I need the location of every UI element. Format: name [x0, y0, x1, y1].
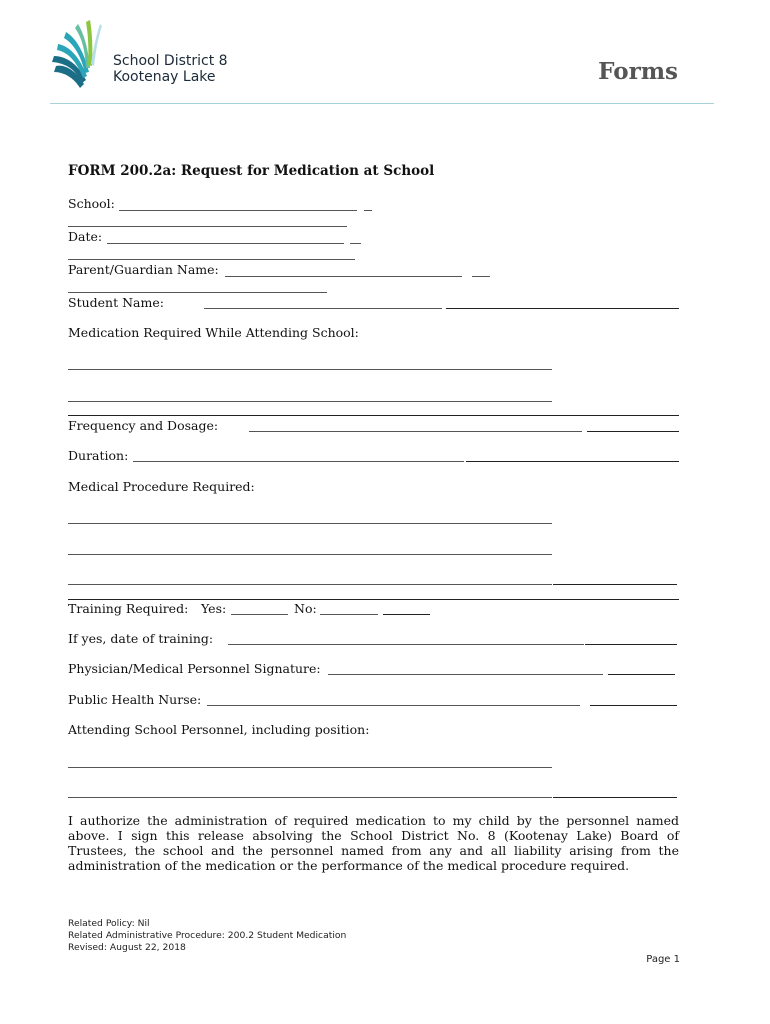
school-field-continuation[interactable]: [68, 226, 347, 227]
physician-label: Physician/Medical Personnel Signature:: [68, 661, 321, 676]
training-no-field[interactable]: [320, 614, 378, 615]
procedure-label: Medical Procedure Required:: [68, 479, 255, 494]
school-label: School:: [68, 196, 115, 211]
frequency-field-tail[interactable]: [587, 431, 679, 432]
physician-signature-tail[interactable]: [608, 674, 675, 675]
procedure-line-3[interactable]: [68, 584, 552, 585]
physician-signature-field[interactable]: [328, 674, 603, 675]
frequency-field[interactable]: [249, 431, 582, 432]
medication-line-2[interactable]: [68, 401, 552, 402]
nurse-label: Public Health Nurse:: [68, 692, 202, 707]
school-field-tail[interactable]: [364, 210, 372, 211]
training-no-field-tail[interactable]: [383, 614, 430, 615]
training-date-label: If yes, date of training:: [68, 631, 214, 646]
revised-date: Revised: August 22, 2018: [68, 942, 186, 953]
procedure-line-3-tail[interactable]: [553, 584, 677, 585]
brand-line-2: Kootenay Lake: [113, 69, 216, 85]
personnel-line-1[interactable]: [68, 767, 552, 768]
related-procedure: Related Administrative Procedure: 200.2 Student Medication: [68, 930, 347, 941]
training-yes-field[interactable]: [231, 614, 288, 615]
school-field[interactable]: [119, 210, 357, 211]
medication-line-3[interactable]: [68, 415, 679, 416]
medication-line-1[interactable]: [68, 369, 552, 370]
section-title: Forms: [598, 58, 678, 85]
brand-line-1: School District 8: [113, 53, 228, 69]
training-date-field[interactable]: [228, 644, 584, 645]
procedure-line-1[interactable]: [68, 523, 552, 524]
parent-field-continuation[interactable]: [68, 292, 327, 293]
date-field-continuation[interactable]: [68, 259, 355, 260]
procedure-line-4[interactable]: [68, 599, 679, 600]
personnel-line-2[interactable]: [68, 797, 552, 798]
form-title: FORM 200.2a: Request for Medication at School: [68, 163, 435, 179]
training-no-label: No:: [294, 601, 317, 616]
header-divider: [50, 103, 714, 104]
parent-label: Parent/Guardian Name:: [68, 262, 219, 277]
parent-field-tail[interactable]: [472, 276, 490, 277]
training-yes-label: Yes:: [201, 601, 227, 616]
frequency-label: Frequency and Dosage:: [68, 418, 219, 433]
student-field-tail[interactable]: [446, 308, 679, 309]
personnel-line-2-tail[interactable]: [553, 797, 677, 798]
training-label: Training Required:: [68, 601, 189, 616]
page-number: Page 1: [646, 954, 680, 965]
duration-field-tail[interactable]: [466, 461, 679, 462]
authorization-statement: I authorize the administration of required medication to my child by the personnel named above. I sign this release absolving the School District No. 8 (Kootenay Lake) Board of Trustees, the school and the personnel named from any and all liability arising from the administration of the medication or the performance of the medical procedure required.: [68, 813, 679, 873]
date-label: Date:: [68, 229, 103, 244]
personnel-label: Attending School Personnel, including position:: [68, 722, 370, 737]
procedure-line-2[interactable]: [68, 554, 552, 555]
related-policy: Related Policy: Nil: [68, 918, 150, 929]
medication-label: Medication Required While Attending School:: [68, 325, 359, 340]
school-district-logo: [50, 20, 110, 92]
date-field[interactable]: [107, 243, 344, 244]
duration-label: Duration:: [68, 448, 129, 463]
parent-field[interactable]: [225, 276, 462, 277]
student-field[interactable]: [204, 308, 442, 309]
student-label: Student Name:: [68, 295, 164, 310]
training-date-field-tail[interactable]: [585, 644, 677, 645]
footer: [68, 918, 346, 954]
nurse-field[interactable]: [207, 705, 580, 706]
duration-field[interactable]: [133, 461, 464, 462]
nurse-field-tail[interactable]: [590, 705, 677, 706]
brand-name: [113, 53, 228, 85]
date-field-tail[interactable]: [350, 243, 361, 244]
